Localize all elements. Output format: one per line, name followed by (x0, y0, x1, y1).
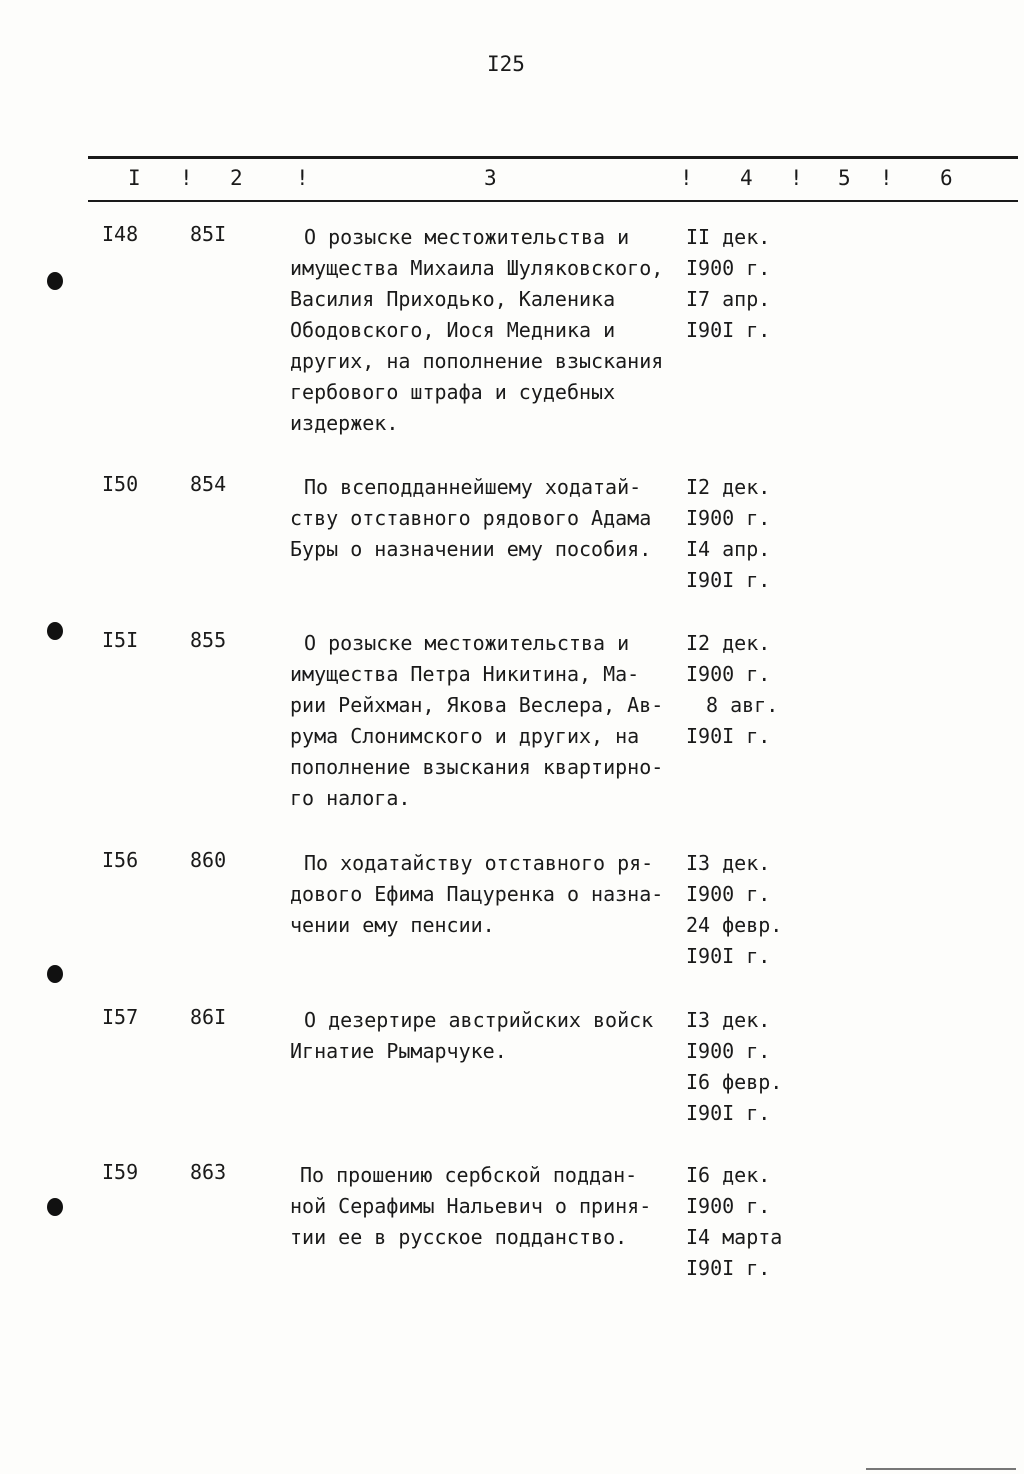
date-line: 8 авг. (706, 693, 779, 717)
description-line: ной Серафимы Нальевич о приня- (290, 1194, 652, 1218)
header-separator: ! (180, 166, 193, 190)
row-number: I56 (102, 848, 139, 872)
header-separator: ! (296, 166, 309, 190)
row-number: I50 (102, 472, 139, 496)
date-line: I3 дек. (686, 1008, 771, 1032)
date-line: I2 дек. (686, 475, 771, 499)
description-line: Буры о назначении ему пособия. (290, 537, 652, 561)
description-line: О дезертире австрийских войск (304, 1008, 654, 1032)
description-line: имущества Михаила Шуляковского, (290, 256, 664, 280)
file-number: 855 (190, 628, 227, 652)
file-number: 86I (190, 1005, 227, 1029)
date-line: I6 февр. (686, 1070, 783, 1094)
date-line: I90I г. (686, 724, 771, 748)
date-line: I7 апр. (686, 287, 771, 311)
description-line: Ободовского, Иося Медника и (290, 318, 616, 342)
date-line: I90I г. (686, 944, 771, 968)
description (290, 848, 690, 941)
description-line: тии ее в русское подданство. (290, 1225, 628, 1249)
dates (686, 628, 778, 752)
header-col-4: 4 (740, 166, 753, 190)
date-line: I90I г. (686, 568, 771, 592)
header-col-1: I (128, 166, 141, 190)
date-line: I900 г. (686, 1039, 771, 1063)
description (290, 472, 690, 565)
file-number: 863 (190, 1160, 227, 1184)
punch-hole (47, 622, 63, 640)
description (290, 222, 690, 439)
description-line: По прошению сербской поддан- (300, 1163, 638, 1187)
date-line: I900 г. (686, 506, 771, 530)
description-line: О розыске местожительства и (304, 225, 630, 249)
date-line: I6 дек. (686, 1163, 771, 1187)
header-col-2: 2 (230, 166, 243, 190)
header-col-5: 5 (838, 166, 851, 190)
description-line: дового Ефима Пацуренка о назна- (290, 882, 664, 906)
row-number: I48 (102, 222, 139, 246)
header-separator: ! (680, 166, 693, 190)
header-col-6: 6 (940, 166, 953, 190)
date-line: I900 г. (686, 882, 771, 906)
dates (686, 222, 770, 346)
date-line: I900 г. (686, 662, 771, 686)
date-line: I4 апр. (686, 537, 771, 561)
dates (686, 1005, 782, 1129)
punch-hole (47, 965, 63, 983)
description-line: рии Рейхман, Якова Веслера, Ав- (290, 693, 664, 717)
file-number: 860 (190, 848, 227, 872)
description-line: чении ему пенсии. (290, 913, 495, 937)
row-number: I5I (102, 628, 139, 652)
description-line: Игнатие Рымарчуке. (290, 1039, 507, 1063)
header-bottom-rule (88, 200, 1018, 202)
date-line: I4 марта (686, 1225, 783, 1249)
file-number: 85I (190, 222, 227, 246)
description-line: рума Слонимского и других, на (290, 724, 640, 748)
date-line: I90I г. (686, 1101, 771, 1125)
date-line: 24 февр. (686, 913, 783, 937)
description-line: ству отставного рядового Адама (290, 506, 652, 530)
description-line: других, на пополнение взыскания (290, 349, 664, 373)
date-line: I3 дек. (686, 851, 771, 875)
date-line: I900 г. (686, 1194, 771, 1218)
dates (686, 472, 770, 596)
description-line: По всеподданнейшему ходатай- (304, 475, 642, 499)
description-line: Василия Приходько, Каленика (290, 287, 616, 311)
date-line: II дек. (686, 225, 771, 249)
date-line: I90I г. (686, 1256, 771, 1280)
header-separator: ! (880, 166, 893, 190)
row-number: I57 (102, 1005, 139, 1029)
punch-hole (47, 1198, 63, 1216)
description-line: издержек. (290, 411, 399, 435)
date-line: I90I г. (686, 318, 771, 342)
date-line: I900 г. (686, 256, 771, 280)
file-number: 854 (190, 472, 227, 496)
description-line: О розыске местожительства и (304, 631, 630, 655)
date-line: I2 дек. (686, 631, 771, 655)
header-top-rule (88, 156, 1018, 159)
description-line: имущества Петра Никитина, Ма- (290, 662, 640, 686)
description-line: го налога. (290, 786, 411, 810)
header-col-3: 3 (484, 166, 497, 190)
description-line: гербового штрафа и судебных (290, 380, 616, 404)
dates (686, 1160, 782, 1284)
page-number: I25 (487, 52, 525, 76)
description-line: По ходатайству отставного ря- (304, 851, 654, 875)
description (290, 1005, 690, 1067)
dates (686, 848, 782, 972)
header-separator: ! (790, 166, 803, 190)
bottom-mark (866, 1468, 1016, 1470)
description (290, 1160, 690, 1253)
row-number: I59 (102, 1160, 139, 1184)
description-line: пополнение взыскания квартирно- (290, 755, 664, 779)
punch-hole (47, 272, 63, 290)
description (290, 628, 690, 814)
